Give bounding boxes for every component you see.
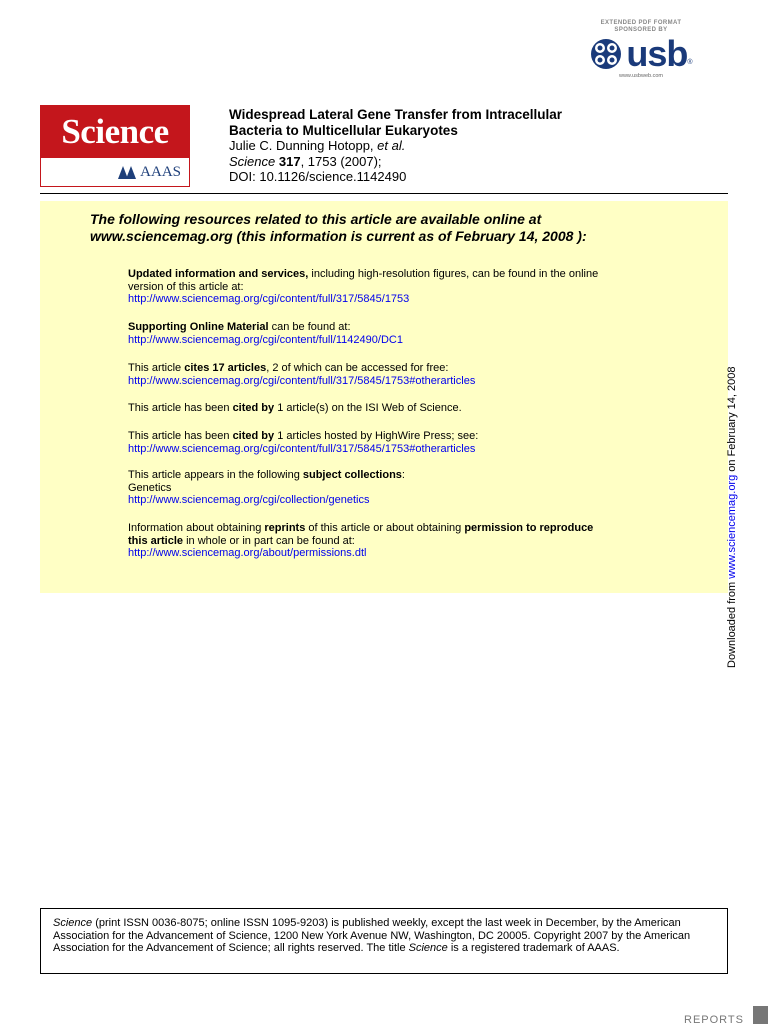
sponsor-url: www.usbweb.com (618, 73, 664, 79)
cited-hw-pre: This article has been (128, 430, 233, 442)
cited-hw-post: 1 articles hosted by HighWire Press; see: (274, 430, 479, 442)
authors-text: Julie C. Dunning Hotopp, (229, 138, 374, 153)
reprints-pre: Information about obtaining (128, 522, 265, 534)
section-tab-marker (753, 1006, 768, 1024)
resource-subject-collections (128, 469, 708, 507)
subjects-pre: This article appears in the following (128, 469, 303, 481)
download-notice (726, 367, 739, 668)
science-wordmark: Science (41, 106, 189, 158)
subjects-bold: subject collections (302, 469, 402, 481)
supporting-text-line (128, 321, 708, 334)
article-doi: DOI: 10.1126/science.1142490 (229, 169, 407, 184)
subjects-post: : (401, 469, 405, 481)
resources-panel (40, 201, 728, 593)
publication-footer (40, 908, 728, 974)
citation-volume: 317 (278, 153, 301, 169)
reprints-bold-3: this article (128, 534, 184, 547)
subjects-item: Genetics (128, 481, 172, 494)
supporting-link[interactable]: http://www.sciencemag.org/cgi/content/full/1142490/DC1 (128, 333, 403, 346)
aaas-text: AAAS (140, 164, 181, 180)
updated-bold: Updated information and services, (128, 268, 309, 280)
updated-text-1: including high-resolution figures, can be found in the online (308, 268, 599, 280)
header-divider (40, 193, 728, 194)
download-post: on February 14, 2008 (726, 366, 738, 475)
reprints-post: in whole or in part can be found at: (183, 534, 355, 547)
cited-isi-pre: This article has been (128, 402, 233, 414)
resource-cited-isi (128, 402, 708, 415)
supporting-text: can be found at: (268, 321, 351, 333)
aaas-triangle-icon (118, 166, 138, 179)
cited-hw-text-line (128, 430, 708, 443)
sponsor-line-1: EXTENDED PDF FORMAT (600, 20, 682, 26)
intro-line-2: www.sciencemag.org (this information is current as of February 14, 2008 ): (90, 228, 587, 244)
reprints-text-line-2 (128, 535, 708, 548)
footer-journal-2: Science (408, 942, 448, 954)
cites-text-line (128, 362, 708, 375)
usb-wordmark: usb (626, 33, 688, 74)
reprints-mid: of this article or about obtaining (305, 522, 465, 534)
article-header (229, 107, 562, 185)
reprints-bold-1: reprints (264, 522, 306, 534)
sponsor-banner[interactable] (586, 20, 696, 90)
subjects-link[interactable]: http://www.sciencemag.org/cgi/collection/genetics (128, 494, 370, 506)
usb-knot-icon (589, 37, 623, 71)
resource-reprints (128, 522, 708, 560)
usb-logo (586, 33, 696, 74)
cited-isi-text-line (128, 402, 708, 415)
reprints-text-line-1 (128, 522, 708, 535)
article-authors (229, 138, 562, 154)
cited-hw-bold: cited by (232, 430, 275, 442)
usb-registered-mark: ® (687, 59, 693, 66)
footer-journal: Science (53, 917, 93, 929)
aaas-mark (118, 164, 181, 181)
cites-link[interactable]: http://www.sciencemag.org/cgi/content/full/317/5845/1753#otherarticles (128, 374, 476, 387)
cited-isi-post: 1 article(s) on the ISI Web of Science. (274, 402, 462, 414)
updated-link[interactable]: http://www.sciencemag.org/cgi/content/full/317/5845/1753 (128, 293, 410, 305)
science-logo (40, 105, 190, 187)
article-title-line-1: Widespread Lateral Gene Transfer from Intracellular (229, 107, 562, 122)
cites-bold: cites 17 articles (184, 362, 267, 374)
resource-updated-info (128, 268, 708, 306)
article-citation (229, 154, 562, 170)
section-label: REPORTS (684, 1014, 744, 1026)
cites-pre: This article (128, 362, 185, 374)
resource-cited-highwire (128, 430, 708, 455)
sponsor-line-2: SPONSORED BY (614, 27, 668, 33)
cited-hw-link[interactable]: http://www.sciencemag.org/cgi/content/full/317/5845/1753#otherarticles (128, 442, 476, 455)
reprints-link[interactable]: http://www.sciencemag.org/about/permissions.dtl (128, 547, 367, 559)
intro-line-1: The following resources related to this article are available online at (90, 211, 542, 227)
updated-text-2: version of this article at: (128, 280, 244, 293)
updated-text-line-1 (128, 268, 708, 281)
download-pre: Downloaded from (726, 578, 738, 668)
reprints-bold-2: permission to reproduce (464, 522, 594, 534)
resources-intro (90, 211, 710, 245)
citation-journal: Science (229, 153, 276, 169)
subjects-text-line (128, 469, 708, 482)
citation-pages: , 1753 (2007); (300, 153, 382, 169)
resource-cites (128, 362, 708, 387)
resource-supporting-material (128, 321, 708, 346)
cited-isi-bold: cited by (232, 402, 275, 414)
authors-etal: et al. (377, 138, 406, 153)
footer-text-1: (print ISSN 0036-8075; online ISSN 1095-9203) is published weekly, except the last week in December, by the American Association for the Advancement of Science, 1200 New York Avenue NW, Washington, DC 20005. Copyright 2007 by the American Association for the Advancement of Science; all rights reserved. The title (53, 917, 691, 954)
article-title-line-2: Bacteria to Multicellular Eukaryotes (229, 122, 458, 138)
footer-text-2: is a registered trademark of AAAS. (447, 942, 620, 954)
download-link[interactable]: www.sciencemag.org (726, 474, 738, 579)
supporting-bold: Supporting Online Material (128, 321, 269, 333)
cites-post: , 2 of which can be accessed for free: (266, 362, 449, 374)
